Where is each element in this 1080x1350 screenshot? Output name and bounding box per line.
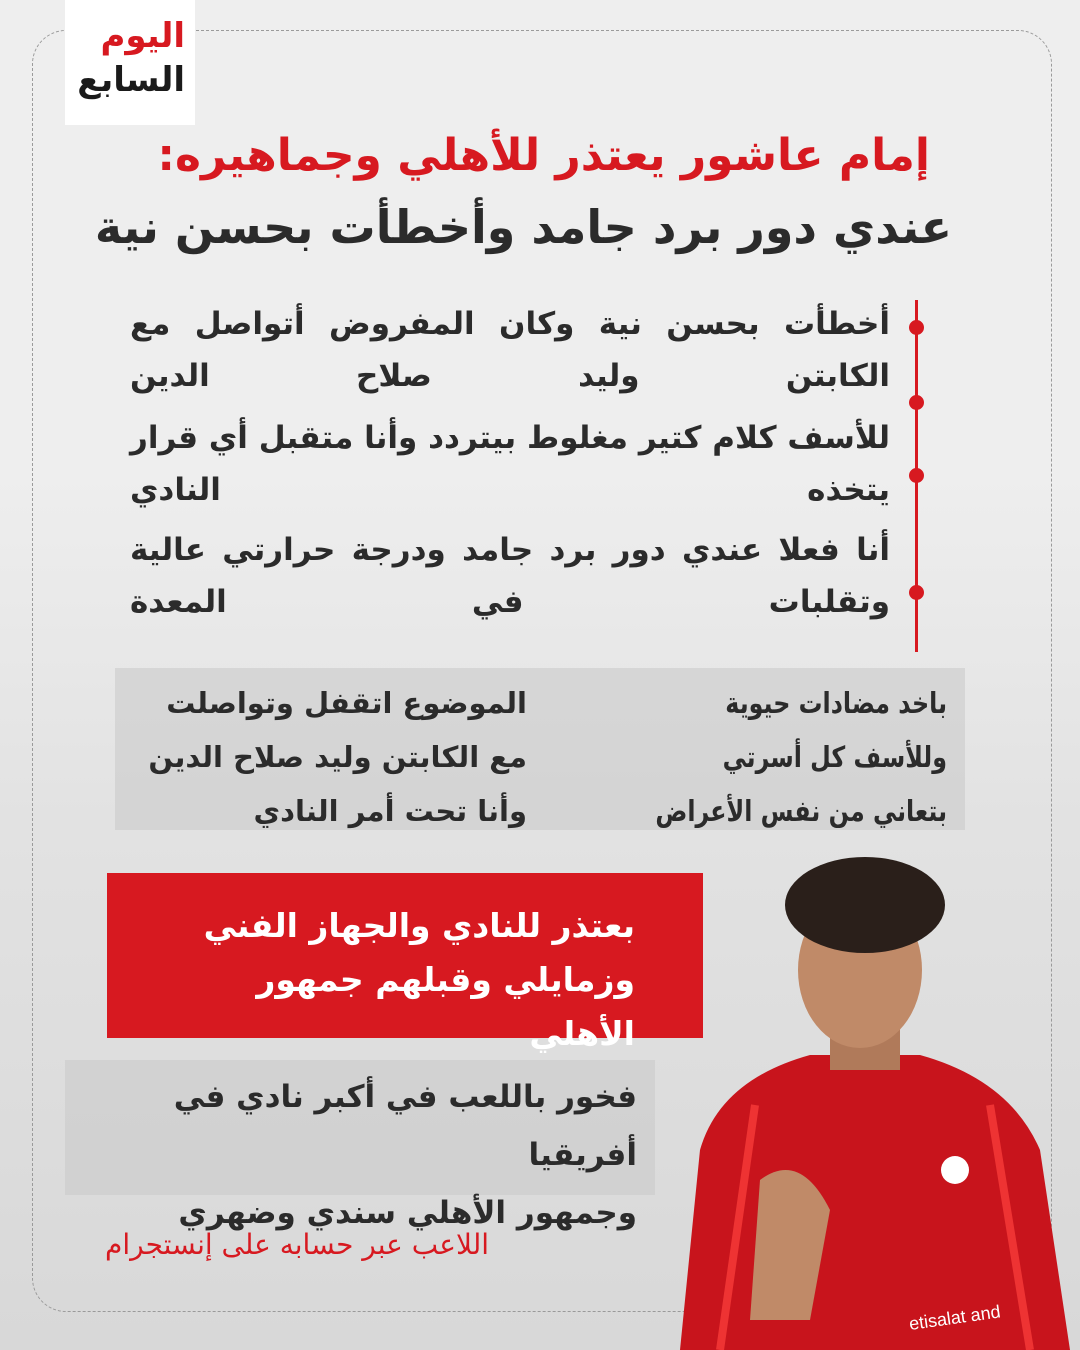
apology-line: وزمايلي وقبلهم جمهور الأهلي — [256, 960, 635, 1053]
source-caption: اللاعب عبر حسابه على إنستجرام — [105, 1228, 490, 1261]
headline: إمام عاشور يعتذر للأهلي وجماهيره: — [157, 130, 930, 181]
quote-line: وأنا تحت أمر النادي — [253, 794, 527, 828]
bullet-dot-icon — [909, 468, 924, 483]
quote-line: فخور باللعب في أكبر نادي في أفريقيا — [173, 1079, 637, 1173]
apology-box — [107, 873, 703, 1053]
player-hair — [785, 857, 945, 953]
quote-line: وجمهور الأهلي سندي وضهري — [178, 1195, 637, 1231]
bullet-item: للأسف كلام كتير مغلوط بيتردد وأنا متقبل أي قرار يتخذه النادي — [130, 420, 890, 508]
quote-line: بتعاني من نفس الأعراض — [655, 794, 947, 828]
quote-box-right — [555, 668, 965, 830]
apology-line: بعتذر للنادي والجهاز الفني — [203, 906, 635, 945]
shirt-sponsor: etisalat and — [907, 1301, 1002, 1334]
quote-line: الموضوع اتقفل وتواصلت — [166, 686, 527, 720]
logo-line2: السابع — [77, 60, 185, 100]
bullet-dot-icon — [909, 395, 924, 410]
bullet-dot-icon — [909, 320, 924, 335]
quote-box-left — [115, 668, 555, 830]
subheadline: عندي دور برد جامد وأخطأت بحسن نية — [94, 200, 952, 254]
player-photo — [660, 850, 1080, 1350]
quote-line: وللأسف كل أسرتي — [722, 740, 947, 774]
bullet-item: أخطأت بحسن نية وكان المفروض أتواصل مع الكابتن وليد صلاح الدين — [130, 306, 890, 394]
club-crest-icon — [941, 1156, 969, 1184]
quote-box-bottom — [65, 1060, 655, 1231]
bullet-dot-icon — [909, 585, 924, 600]
quote-line: باخد مضادات حيوية — [725, 686, 947, 720]
quote-line: مع الكابتن وليد صلاح الدين — [148, 740, 527, 774]
logo-line1: اليوم — [100, 16, 185, 56]
bullet-item: أنا فعلا عندي دور برد جامد ودرجة حرارتي عالية وتقلبات في المعدة — [130, 532, 890, 620]
logo — [65, 0, 195, 125]
